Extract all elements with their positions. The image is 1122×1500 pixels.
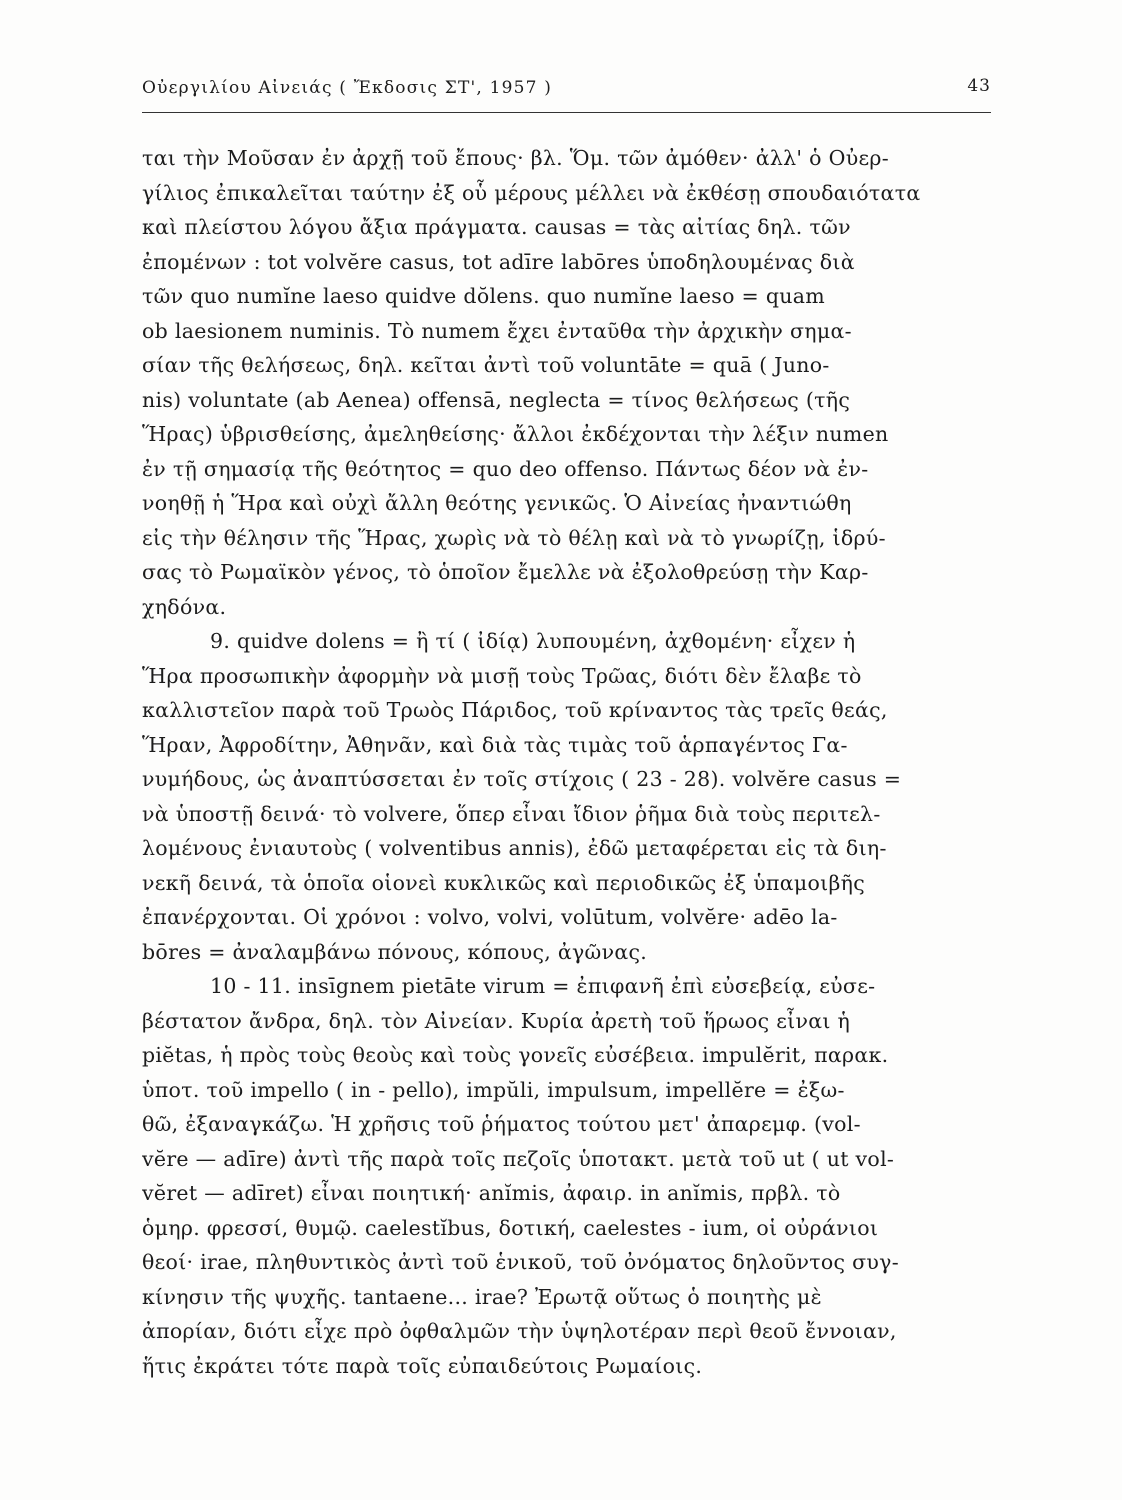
text-line: καλλιστεῖον παρὰ τοῦ Τρωὸς Πάριδος, τοῦ κρίναντος τὰς τρεῖς θεάς, (142, 698, 888, 722)
page-number: 43 (967, 76, 991, 96)
text-line: ἀπορίαν, διότι εἶχε πρὸ ὀφθαλμῶν τὴν ὑψηλοτέραν περὶ θεοῦ ἔννοιαν, (142, 1319, 897, 1343)
text-line: Ἥραν, Ἀφροδίτην, Ἀθηνᾶν, καὶ διὰ τὰς τιμὰς τοῦ ἁρπαγέντος Γα- (142, 732, 848, 757)
text-line: ἐπομένων : tot volvĕre casus, tot adīre labōres ὑποδηλουμένας διὰ (142, 249, 855, 274)
text-line: ται τὴν Μοῦσαν ἐν ἀρχῇ τοῦ ἔπους· βλ. Ὅμ. τῶν ἀμόθεν· ἀλλ' ὁ Οὐερ- (142, 146, 889, 170)
text-line: ὑποτ. τοῦ impello ( in - pello), impŭli, impulsum, impellĕre = ἐξω- (142, 1077, 845, 1102)
text-line: θεοί· irae, πληθυντικὸς ἀντὶ τοῦ ἑνικοῦ, τοῦ ὀνόματος δηλοῦντος συγ- (142, 1250, 899, 1274)
text-line: νὰ ὑποστῇ δεινά· τὸ volvere, ὅπερ εἶναι ἴδιον ῥῆμα διὰ τοὺς περιτελ- (142, 801, 881, 826)
text-line: βέστατον ἄνδρα, δηλ. τὸν Αἰνείαν. Κυρία ἀρετὴ τοῦ ἥρωος εἶναι ἡ (142, 1008, 851, 1033)
text-line: θῶ, ἐξαναγκάζω. Ἡ χρῆσις τοῦ ῥήματος τούτου μετ' ἀπαρεμφ. (vol- (142, 1112, 861, 1136)
text-line: piĕtas, ἡ πρὸς τοὺς θεοὺς καὶ τοὺς γονεῖς εὐσέβεια. impulĕrit, παρακ. (142, 1043, 889, 1067)
text-line: σας τὸ Ρωμαϊκὸν γένος, τὸ ὁποῖον ἔμελλε νὰ ἐξολοθρεύσῃ τὴν Καρ- (142, 560, 869, 584)
text-line: νεκῆ δεινά, τὰ ὁποῖα οἱονεὶ κυκλικῶς καὶ περιοδικῶς ἐξ ὑπαμοιβῆς (142, 870, 866, 895)
text-line: ὁμηρ. φρεσσί, θυμῷ. caelestĭbus, δοτική, caelestes - ium, οἱ οὐράνιοι (142, 1215, 879, 1240)
text-line: bōres = ἀναλαμβάνω πόνους, κόπους, ἀγῶνας. (142, 939, 648, 964)
text-line: ob laesionem numinis. Τὸ numem ἔχει ἐνταῦθα τὴν ἀρχικὴν σημα- (142, 318, 852, 343)
text-line: εἰς τὴν θέλησιν τῆς Ἥρας, χωρὶς νὰ τὸ θέλῃ καὶ νὰ τὸ γνωρίζῃ, ἱδρύ- (142, 525, 886, 550)
text-line: χηδόνα. (142, 594, 227, 619)
text-line: Ἥρα προσωπικὴν ἀφορμὴν νὰ μισῇ τοὺς Τρῶας, διότι δὲν ἔλαβε τὸ (142, 663, 862, 688)
running-header (142, 72, 991, 113)
paragraph-start-line: 9. quidve dolens = ἢ τί ( ἰδίᾳ) λυπουμένη, ἀχθομένη· εἶχεν ἡ (210, 629, 856, 653)
text-line: κίνησιν τῆς ψυχῆς. tantaene... irae? Ἐρωτᾷ οὕτως ὁ ποιητὴς μὲ (142, 1284, 822, 1309)
paragraph-start-line: 10 - 11. insīgnem pietāte virum = ἐπιφανῆ ἐπὶ εὐσεβείᾳ, εὐσε- (210, 974, 876, 998)
text-line: νυμήδους, ὡς ἀναπτύσσεται ἐν τοῖς στίχοις ( 23 - 28). volvĕre casus = (142, 767, 902, 791)
text-line: λομένους ἐνιαυτοὺς ( volventibus annis), ἐδῶ μεταφέρεται εἰς τὰ διη- (142, 836, 887, 860)
text-line: καὶ πλείστου λόγου ἄξια πράγματα. causas = τὰς αἰτίας δηλ. τῶν (142, 215, 851, 239)
text-line: vĕre — adīre) ἀντὶ τῆς παρὰ τοῖς πεζοῖς ὑποτακτ. μετὰ τοῦ ut ( ut vol- (142, 1146, 895, 1171)
text-line: Ἥρας) ὑβρισθείσης, ἀμεληθείσης· ἄλλοι ἐκδέχονται τὴν λέξιν numen (142, 422, 889, 446)
text-line: σίαν τῆς θελήσεως, δηλ. κεῖται ἀντὶ τοῦ voluntāte = quā ( Juno- (142, 353, 830, 377)
text-line: ἐπανέρχονται. Οἱ χρόνοι : volvo, volvi, volūtum, volvĕre· adēo la- (142, 905, 838, 929)
text-line: nis) voluntate (ab Aenea) offensā, neglecta = τίνος θελήσεως (τῆς (142, 387, 851, 412)
text-line: νοηθῇ ἡ Ἥρα καὶ οὐχὶ ἄλλη θεότης γενικῶς. Ὁ Αἰνείας ἠναντιώθη (142, 491, 852, 515)
commentary-text (142, 141, 1002, 1383)
text-line: γίλιος ἐπικαλεῖται ταύτην ἐξ οὗ μέρους μέλλει νὰ ἐκθέσῃ σπουδαιότατα (142, 180, 921, 205)
text-line: vĕret — adīret) εἶναι ποιητική· anĭmis, ἀφαιρ. in anĭmis, πρβλ. τὸ (142, 1181, 841, 1205)
running-title: Οὐεργιλίου Αἰνειάς ( Ἔκδοσις ΣΤ', 1957 ) (142, 78, 553, 98)
text-line: ἥτις ἐκράτει τότε παρὰ τοῖς εὐπαιδεύτοις Ρωμαίοις. (142, 1353, 703, 1378)
text-line: ἐν τῇ σημασίᾳ τῆς θεότητος = quo deo offenso. Πάντως δέον νὰ ἐν- (142, 456, 869, 481)
text-line: τῶν quo numĭne laeso quidve dŏlens. quo numĭne laeso = quam (142, 284, 826, 308)
